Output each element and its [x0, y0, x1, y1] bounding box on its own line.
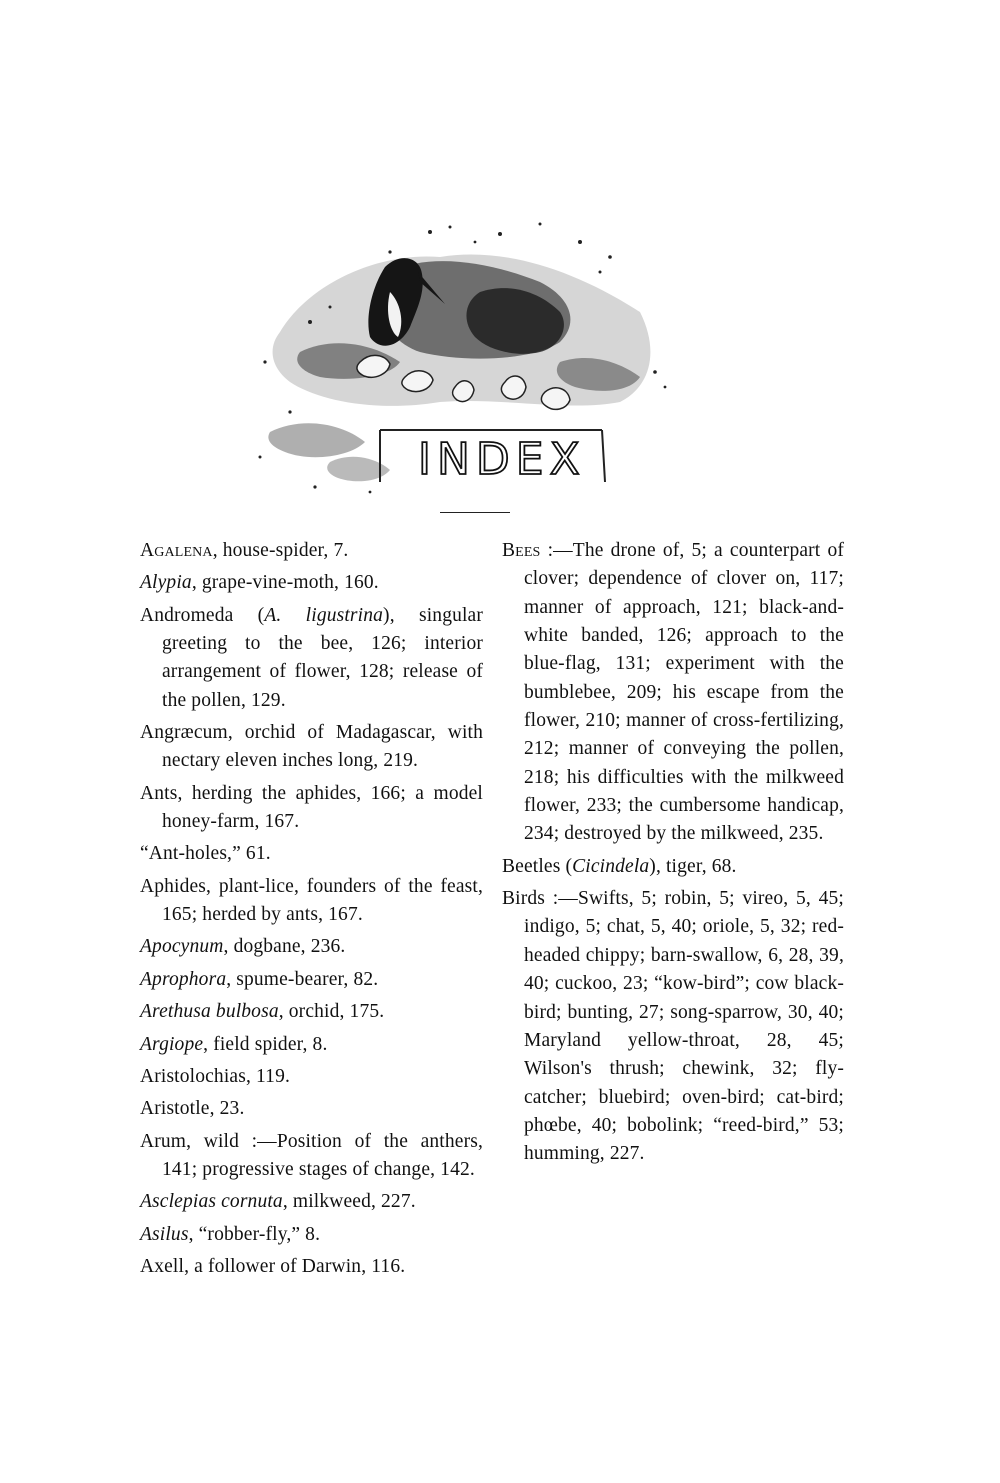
index-entry [502, 853, 844, 881]
index-references: , spume-bearer, 82. [226, 968, 379, 990]
index-entry [140, 602, 483, 715]
index-references: , milkweed, 227. [282, 1191, 416, 1213]
index-headword: Arum [140, 1130, 187, 1152]
index-headword: Andromeda ( [140, 604, 265, 626]
index-title: INDEX [418, 434, 586, 485]
index-entry [140, 840, 483, 868]
index-entry [140, 998, 483, 1026]
index-entry [502, 885, 844, 1168]
index-entry [140, 1253, 483, 1281]
index-headword-latin: Cicindela [572, 855, 650, 877]
index-column-right [502, 537, 844, 1173]
index-headword: Angræcum [140, 722, 228, 744]
index-headword: Arethusa bulbosa [140, 1001, 279, 1023]
index-headword: Aprophora [140, 968, 227, 990]
index-entry [140, 933, 483, 961]
index-headword: Aristotle [140, 1098, 210, 1120]
index-headword: Birds [502, 888, 546, 910]
index-references: , plant-lice, founders of the feast, 165; herded by ants, 167. [162, 875, 483, 926]
index-headword: Alypia [140, 572, 192, 594]
index-headword: Bees [502, 540, 541, 561]
index-references: , field spider, 8. [203, 1033, 328, 1055]
index-references: ), tiger, 68. [649, 855, 737, 877]
index-headword-latin: A. ligustrina [264, 604, 384, 626]
heading-rule [440, 512, 510, 513]
index-entry [140, 1128, 483, 1185]
index-headword: Aristolochias [140, 1065, 246, 1087]
index-references: , orchid, 175. [278, 1001, 385, 1023]
index-headword: Agalena [140, 540, 213, 561]
index-references: , orchid of Madagascar, with nectary eleven inches long, 219. [162, 722, 483, 772]
index-entry [140, 569, 483, 597]
index-references: , dogbane, 236. [223, 936, 346, 958]
index-entry [140, 966, 483, 994]
index-entry [140, 873, 483, 930]
index-references: ), singular greeting to the bee, 126; interior arrangement of flower, 128; release of the pollen, 129. [162, 604, 484, 711]
index-references: , 23. [209, 1098, 245, 1120]
index-references: , 119. [245, 1065, 290, 1087]
index-entry [140, 1221, 483, 1249]
index-entry [140, 780, 483, 837]
index-entry [502, 537, 844, 849]
index-references: , herding the aphides, 166; a model honey-farm, 167. [162, 782, 483, 833]
index-headword: Apocynum [140, 936, 224, 958]
title-vignette-illustration [240, 212, 680, 502]
index-references: :—The drone of, 5; a counterpart of clover; dependence of clover on, 117; manner of approach, 121; black-and-white banded, 126; approach to the blue-flag, 131; experiment with the bumblebee, 209; his escape from the flower, 210; manner of cross-fertilizing, 212; manner of conveying the pollen, 218; his difficulties with the milkweed flower, 233; the cumbersome handicap, 234; destroyed by the milkweed, 235. [524, 540, 844, 845]
index-references: , grape-vine-moth, 160. [191, 572, 379, 594]
index-entry [140, 1095, 483, 1123]
index-references: , wild :—Position of the anthers, 141; progressive stages of change, 142. [162, 1130, 483, 1180]
index-entry [140, 1188, 483, 1216]
index-references: , “robber-fly,” 8. [188, 1223, 321, 1245]
index-references: , house-spider, 7. [212, 540, 349, 561]
index-entry [140, 1031, 483, 1059]
index-references: :—Swifts, 5; robin, 5; vireo, 5, 45; indigo, 5; chat, 5, 40; oriole, 5, 32; red-headed chippy; barn-swallow, 6, 28, 39, 40; cuckoo, 23; “kow-bird”; cow black-bird; bunting, 27; song-sparrow, 30, 40; Maryland yellow-throat, 28, 45; Wilson's thrush; chewink, 32; fly-catcher; bluebird; oven-bird; cat-bird; phœbe, 40; bobolink; “reed-bird,” 53; humming, 227. [524, 888, 844, 1165]
index-headword: Axell [140, 1255, 185, 1277]
index-headword: Asclepias cornuta [140, 1191, 283, 1213]
index-headword: Beetles ( [502, 855, 573, 877]
index-references: , a follower of Darwin, 116. [184, 1255, 406, 1277]
index-headword: Ants [140, 782, 178, 804]
index-headword: Aphides [140, 875, 207, 897]
index-entry [140, 537, 483, 565]
index-headword: Asilus [140, 1223, 189, 1245]
index-headword: Argiope [140, 1033, 204, 1055]
index-column-left [140, 537, 483, 1285]
index-entry [140, 719, 483, 776]
index-entry [140, 1063, 483, 1091]
index-headword: “Ant-holes,” [140, 843, 241, 865]
index-references: 61. [240, 843, 271, 865]
